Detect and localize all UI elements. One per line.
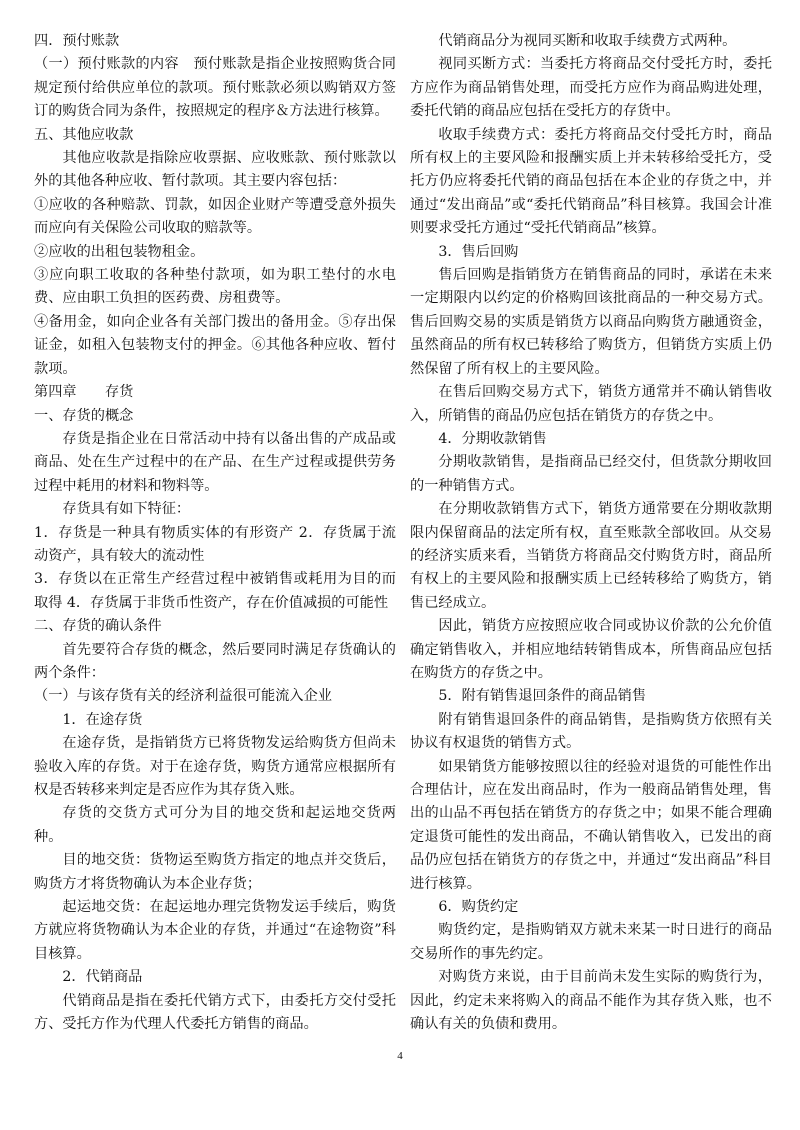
paragraph: 存货是指企业在日常活动中持有以备出售的产成品或商品、处在生产过程中的在产品、在生产过程或提供劳务过程中耗用的材料和物料等。 [34,430,396,494]
page-number: 4 [397,1050,403,1062]
paragraph: 存货具有如下特征： [62,501,191,518]
paragraph: 1．存货是一种具有物质实体的有形资产 2．存货属于流动资产，具有较大的流动性 [34,524,396,564]
paragraph: 视同买断方式：当委托方将商品交付受托方时，委托方应作为商品销售处理，而受托方应作为商品购进处理，委托代销的商品应包括在受托方的存货中。 [410,56,772,120]
paragraph: 附有销售退回条件的商品销售，是指购货方依照有关协议有权退货的销售方式。 [410,711,772,752]
paragraph: 五、其他应收款 [34,126,134,143]
paragraph: ④备用金，如向企业各有关部门拨出的备用金。⑤存出保证金，如租入包装物支付的押金。⑥其他各种应收、暂付款项。 [34,313,396,377]
paragraph: 3．存货以在正常生产经营过程中被销售或耗用为目的而取得 4．存货属于非货币性资产，存在价值减损的可能性 [34,571,396,611]
paragraph: 分期收款销售，是指商品已经交付，但货款分期收回的一种销售方式。 [410,454,772,494]
paragraph: 目的地交货：货物运至购货方指定的地点并交货后，购货方才将货物确认为本企业存货； [34,852,396,892]
paragraph: 在途存货，是指销货方已将货物发运给购货方但尚未验收入库的存货。对于在途存货，购货方通常应根据所有权是否转移来判定是否应作为其存货入账。 [34,735,396,798]
paragraph: 4．分期收款销售 [438,430,547,447]
paragraph: 代销商品分为视同买断和收取手续费方式两种。 [438,33,737,49]
paragraph: ①应收的各种赔款、罚款，如因企业财产等遭受意外损失而应向有关保险公司收取的赔款等。 [34,196,396,237]
paragraph: 一、存货的概念 [34,407,134,424]
paragraph: 售后回购是指销货方在销售商品的同时，承诺在未来一定期限内以约定的价格购回该批商品的一种交易方式。售后回购交易的实质是销货方以商品向购货方融通资金，虽然商品的所有权已转移给了购货方，但销货方实质上仍然保留了所有权上的主要风险。 [410,267,772,377]
paragraph: 因此，销货方应按照应收合同或协议价款的公允价值确定销售收入，并相应地结转销售成本，所售商品应包括在购货方的存货之中。 [410,618,772,681]
paragraph: 首先要符合存货的概念，然后要同时满足存货确认的两个条件： [34,641,396,681]
paragraph: 四．预付账款 [34,33,120,49]
paragraph: 在售后回购交易方式下，销货方通常并不确认销售收入，所销售的商品仍应包括在销货方的存货之中。 [410,384,772,424]
paragraph: 起运地交货：在起运地办理完货物发运手续后，购货方就应将货物确认为本企业的存货，并通过“在途物资”科目核算。 [34,899,396,962]
paragraph: （一）与该存货有关的经济利益很可能流入企业 [34,688,332,705]
right-column [410,30,772,1036]
paragraph: 其他应收款是指除应收票据、应收账款、预付账款以外的其他各种应收、暂付款项。其主要内容包括： [34,150,396,190]
left-column [34,30,396,1036]
paragraph: 二、存货的确认条件 [34,618,162,635]
paragraph: 1．在途存货 [62,711,143,728]
paragraph: 3．售后回购 [438,243,519,260]
paragraph: 6．购货约定 [438,899,519,916]
paragraph: 如果销货方能够按照以往的经验对退货的可能性作出合理估计，应在发出商品时，作为一般商品销售处理，售出的山品不再包括在销货方的存货之中；如果不能合理确定退货可能性的发出商品，不确认销售收入，已发出的商品仍应包括在销货方的存货之中，并通过“发出商品”科目进行核算。 [410,758,772,892]
paragraph: 在分期收款销售方式下，销货方通常要在分期收款期限内保留商品的法定所有权，直至账款全部收回。从交易的经济实质来看，当销货方将商品交付购货方时，商品所有权上的主要风险和报酬实质上已经转移给了购货方，销售已经成立。 [410,501,772,611]
paragraph: 代销商品是指在委托代销方式下，由委托方交付受托方、受托方作为代理人代委托方销售的商品。 [34,992,396,1033]
paragraph: ③应向职工收取的各种垫付款项，如为职工垫付的水电费、应由职工负担的医药费、房租费等。 [34,267,396,307]
paragraph: ②应收的出租包装物租金。 [34,243,205,260]
paragraph: 对购货方来说，由于目前尚未发生实际的购货行为，因此，约定未来将购入的商品不能作为其存货入账，也不确认有关的负债和费用。 [410,969,772,1033]
paragraph: 5．附有销售退回条件的商品销售 [438,688,647,705]
paragraph: 存货的交货方式可分为目的地交货和起运地交货两种。 [34,805,396,845]
paragraph: （一）预付账款的内容 预付账款是指企业按照购货合同规定预付给供应单位的款项。预付账款必须以购销双方签订的购货合同为条件，按照规定的程序＆方法进行核算。 [34,56,396,120]
paragraph: 购货约定，是指购销双方就未来某一时日进行的商品交易所作的事先约定。 [410,922,772,962]
paragraph: 收取手续费方式：委托方将商品交付受托方时，商品所有权上的主要风险和报酬实质上并未转移给受托方，受托方仍应将委托代销的商品包括在本企业的存货之中，并通过“发出商品”或“委托代销商品”科目核算。我国会计准则要求受托方通过“受托代销商品”核算。 [410,126,772,237]
paragraph: 2．代销商品 [62,969,143,986]
paragraph: 第四章 存货 [34,384,134,401]
